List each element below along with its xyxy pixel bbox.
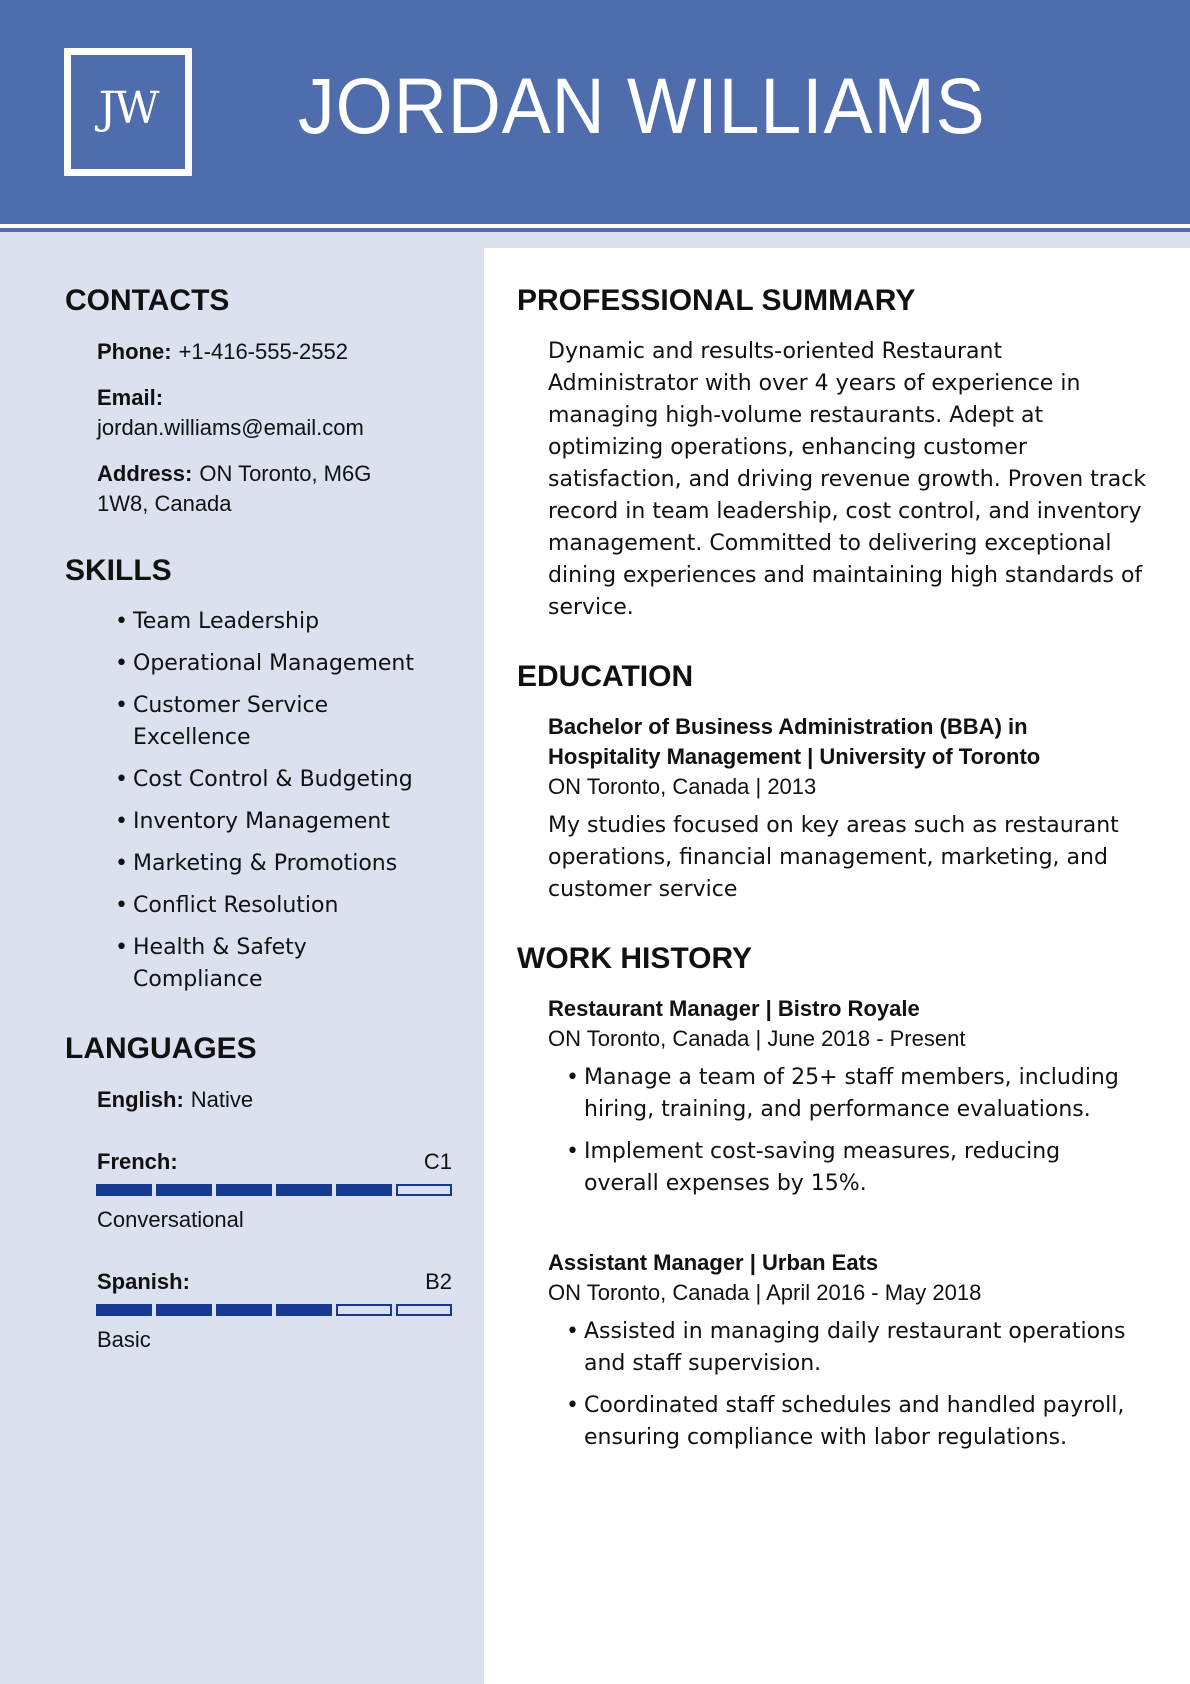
phone-value: +1-416-555-2552 [178, 339, 348, 364]
job-meta: ON Toronto, Canada | April 2016 - May 2018 [548, 1280, 982, 1305]
bullet-icon: • [115, 609, 128, 634]
resume-header [0, 0, 1190, 224]
bullet-icon: • [115, 893, 128, 918]
bar-segment-filled [96, 1304, 152, 1316]
contact-phone [97, 336, 348, 369]
contact-email-label-row [97, 382, 163, 415]
address-line-2: 1W8, Canada [97, 491, 232, 516]
contact-address [97, 458, 371, 491]
address-label: Address: [97, 461, 193, 486]
education-heading: EDUCATION [517, 660, 694, 693]
phone-label: Phone: [97, 339, 172, 364]
bar-segment-filled [156, 1184, 212, 1196]
bar-segment-empty [336, 1304, 392, 1316]
languages-heading: LANGUAGES [65, 1032, 257, 1065]
job-bullet: • Assisted in managing daily restaurant operations and staff supervision. [566, 1316, 1126, 1380]
monogram-badge [64, 48, 192, 176]
address-line-1: ON Toronto, M6G [199, 461, 372, 486]
job-bullet: • Implement cost-saving measures, reducing overall expenses by 15%. [566, 1136, 1126, 1200]
language-name-french: French: [97, 1149, 178, 1174]
bar-segment-filled [216, 1304, 272, 1316]
bar-segment-empty [396, 1304, 452, 1316]
education-meta: ON Toronto, Canada | 2013 [548, 774, 817, 799]
monogram-initials: JW [98, 82, 158, 134]
bullet-icon: • [115, 767, 128, 792]
bullet-icon: • [115, 809, 128, 834]
bullet-icon: • [115, 935, 128, 960]
language-name: English: [97, 1087, 184, 1112]
spanish-level: B2 [425, 1269, 452, 1294]
job-title: Assistant Manager | Urban Eats [548, 1250, 879, 1275]
degree-line-2: Hospitality Management | University of Toronto [548, 744, 1041, 769]
bar-segment-filled [276, 1304, 332, 1316]
language-proficiency: Native [190, 1087, 254, 1112]
job-meta: ON Toronto, Canada | June 2018 - Present [548, 1026, 966, 1051]
french-description: Conversational [97, 1207, 244, 1232]
email-label: Email: [97, 385, 164, 410]
spanish-proficiency-bar [96, 1304, 452, 1316]
bar-segment-filled [336, 1184, 392, 1196]
skills-heading: SKILLS [65, 554, 172, 587]
job-bullet: • Coordinated staff schedules and handled payroll, ensuring compliance with labor regulations. [566, 1390, 1126, 1454]
job-bullet: • Manage a team of 25+ staff members, including hiring, training, and performance evaluations. [566, 1062, 1126, 1126]
bar-segment-filled [276, 1184, 332, 1196]
degree-line-1: Bachelor of Business Administration (BBA) in [548, 714, 1028, 739]
job-bullets [566, 1316, 1126, 1464]
bar-segment-empty [396, 1184, 452, 1196]
bar-segment-filled [96, 1184, 152, 1196]
bar-segment-filled [216, 1184, 272, 1196]
work-history-heading: WORK HISTORY [517, 942, 753, 975]
summary-text: Dynamic and results-oriented Restaurant Administrator with over 4 years of experience in managing high-volume restaurants. Adept at optimizing operations, enhancing customer satisfaction, and driving revenue growth. Proven track record in team leadership, cost control, and inventory management. Committed to delivering exceptional dining experiences and maintaining high standards of service. [548, 339, 1147, 620]
french-proficiency-bar [96, 1184, 452, 1196]
summary-heading: PROFESSIONAL SUMMARY [517, 284, 916, 317]
language-name-spanish: Spanish: [97, 1269, 190, 1294]
job-title: Restaurant Manager | Bistro Royale [548, 996, 920, 1021]
bullet-icon: • [115, 651, 128, 676]
bullet-icon: • [115, 693, 128, 718]
job-bullets [566, 1062, 1126, 1210]
language-english [97, 1084, 253, 1117]
bullet-icon: • [115, 851, 128, 876]
french-level: C1 [423, 1149, 452, 1174]
bar-segment-filled [156, 1304, 212, 1316]
spanish-description: Basic [97, 1327, 151, 1352]
contacts-heading: CONTACTS [65, 284, 230, 317]
email-value[interactable]: jordan.williams@email.com [97, 415, 364, 440]
education-description: My studies focused on key areas such as restaurant operations, financial management, marketing, and customer service [548, 813, 1119, 902]
candidate-name: JORDAN WILLIAMS [298, 61, 986, 150]
